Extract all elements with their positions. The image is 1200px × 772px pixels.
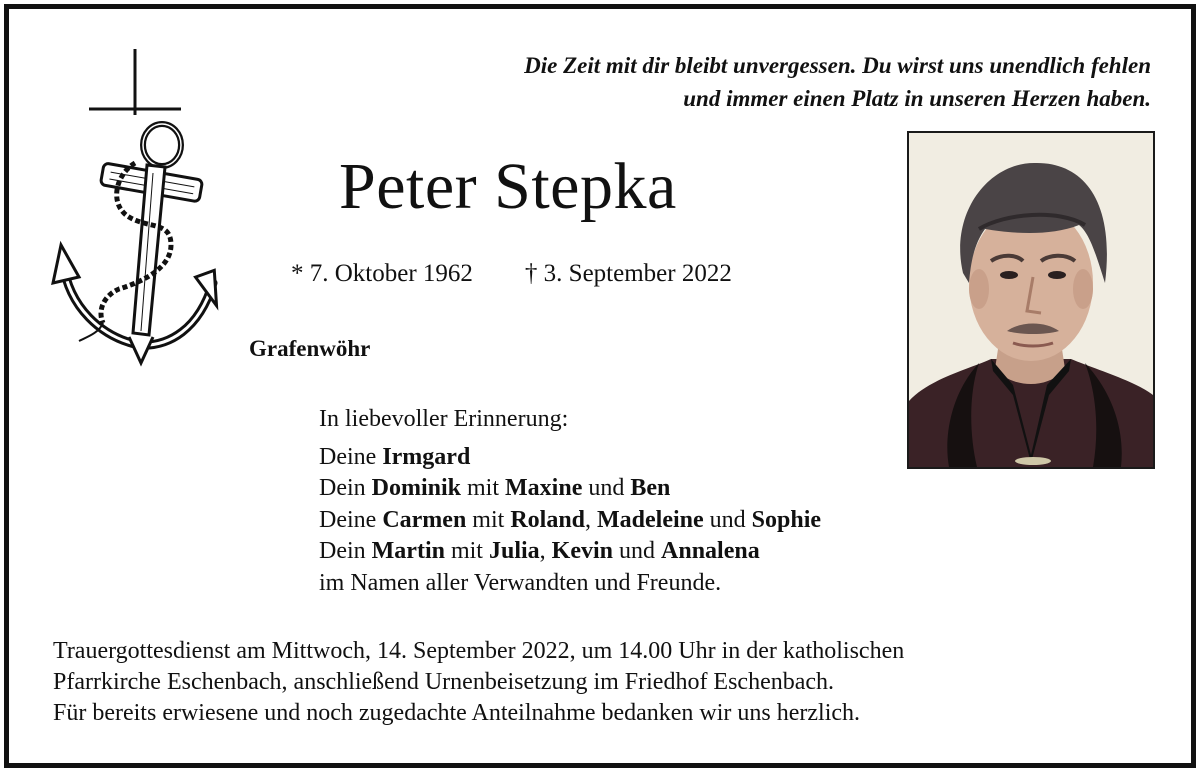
- family-text: mit: [444, 538, 489, 564]
- cross-anchor-icon: [49, 45, 219, 375]
- family-text: Dein: [319, 475, 372, 501]
- service-info: [53, 636, 1163, 729]
- family-text: und: [582, 475, 631, 501]
- family-line: [319, 473, 821, 505]
- family-text: mit: [461, 475, 506, 501]
- family-text: Deine: [319, 443, 383, 470]
- family-text: Deine: [319, 506, 383, 533]
- family-line: [319, 568, 821, 600]
- portrait-photo: [907, 131, 1155, 469]
- family-text: ,: [585, 506, 598, 533]
- hometown: Grafenwöhr: [249, 336, 371, 361]
- service-line-2: Pfarrkirche Eschenbach, anschließend Urnenbeisetzung im Friedhof Eschenbach.: [53, 669, 835, 695]
- family-member-name: Roland: [510, 506, 586, 533]
- obituary-card: [4, 4, 1196, 768]
- family-member-name: Annalena: [661, 538, 760, 564]
- family-text: und: [613, 538, 662, 564]
- family-lines: [319, 442, 821, 600]
- family-member-name: Irmgard: [382, 443, 471, 470]
- birth-date: * 7. Oktober 1962: [291, 260, 473, 287]
- family-member-name: Julia: [488, 538, 540, 564]
- quote-line-2: und immer einen Platz in unseren Herzen haben.: [683, 86, 1151, 111]
- family-member-name: Carmen: [382, 506, 467, 533]
- quote-line-1: Die Zeit mit dir bleibt unvergessen. Du wirst uns unendlich fehlen: [524, 53, 1151, 78]
- family-intro: In liebevoller Erinnerung:: [319, 406, 569, 432]
- life-dates: [291, 257, 732, 291]
- death-date: † 3. September 2022: [524, 260, 732, 287]
- family-text: ,: [539, 538, 552, 564]
- family-member-name: Ben: [630, 475, 671, 501]
- family-text: und: [703, 506, 752, 533]
- service-line-3: Für bereits erwiesene und noch zugedachte Anteilnahme bedanken wir uns herzlich.: [53, 700, 861, 726]
- family-line: [319, 442, 821, 474]
- family-line: [319, 536, 821, 568]
- memorial-quote: [331, 49, 1151, 115]
- family-member-name: Sophie: [751, 506, 822, 533]
- family-member-name: Madeleine: [597, 506, 704, 533]
- deceased-name: Peter Stepka: [339, 150, 677, 223]
- family-list: [319, 404, 821, 599]
- family-text: Dein: [319, 538, 372, 564]
- family-text: mit: [466, 506, 511, 533]
- family-member-name: Martin: [371, 538, 445, 564]
- family-line: [319, 505, 821, 537]
- family-member-name: Kevin: [551, 538, 614, 564]
- family-member-name: Maxine: [505, 475, 583, 501]
- family-member-name: Dominik: [371, 475, 462, 501]
- service-line-1: Trauergottesdienst am Mittwoch, 14. September 2022, um 14.00 Uhr in der katholischen: [53, 638, 905, 664]
- family-text: im Namen aller Verwandten und Freunde.: [319, 569, 722, 596]
